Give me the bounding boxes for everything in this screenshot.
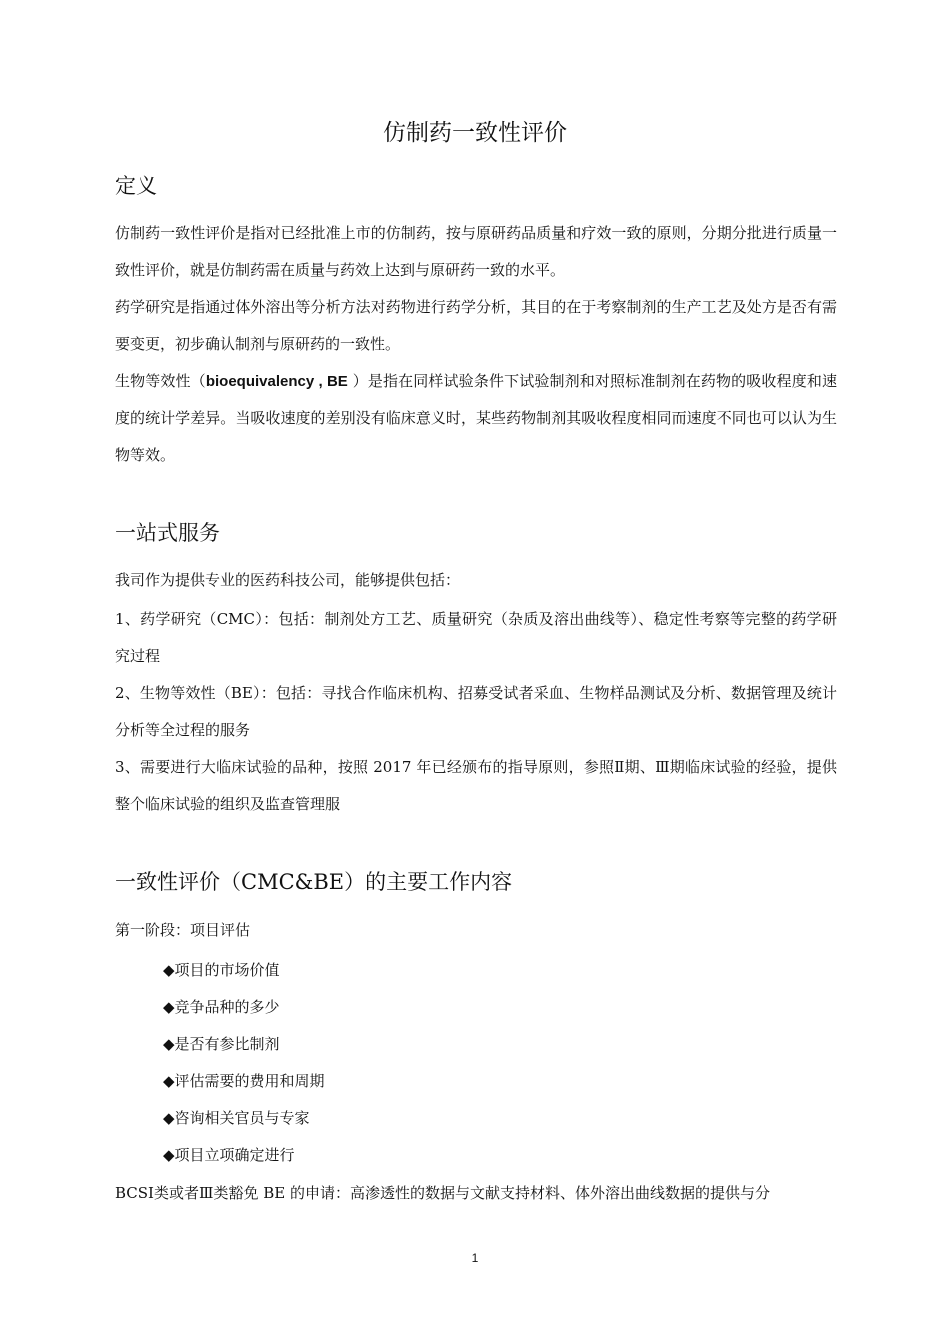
paragraph-bioequivalence — [115, 363, 837, 474]
paragraph-definition-1: 仿制药一致性评价是指对已经批准上市的仿制药，按与原研药品质量和疗效一致的原则，分期分批进行质量一致性评价，就是仿制药需在质量与药效上达到与原研药一致的水平。 — [115, 224, 837, 279]
service-item-cmc: 1、药学研究（CMC）：包括：制剂处方工艺、质量研究（杂质及溶出曲线等）、稳定性考察等完整的药学研究过程 — [115, 610, 837, 665]
service-intro: 我司作为提供专业的医药科技公司，能够提供包括： — [115, 571, 461, 589]
list-item: ◆咨询相关官员与专家 — [163, 1109, 310, 1127]
list-item: ◆评估需要的费用和周期 — [163, 1072, 325, 1090]
paragraph-definition-2: 药学研究是指通过体外溶出等分析方法对药物进行药学分析，其目的在于考察制剂的生产工艺及处方是否有需要变更，初步确认制剂与原研药的一致性。 — [115, 298, 837, 353]
heading-one-stop-service: 一站式服务 — [115, 521, 220, 545]
service-item-clinical: 3、需要进行大临床试验的品种，按照 2017 年已经颁布的指导原则，参照Ⅱ期、Ⅲ期临床试验的经验，提供整个临床试验的组织及监查管理服 — [115, 758, 837, 813]
bioequivalence-intro: 生物等效性（ — [115, 372, 206, 390]
service-item-be: 2、生物等效性（BE）：包括：寻找合作临床机构、招募受试者采血、生物样品测试及分析、数据管理及统计分析等全过程的服务 — [115, 684, 837, 739]
evaluation-bullet-list — [163, 952, 325, 1174]
stage-one-label: 第一阶段：项目评估 — [115, 921, 251, 939]
bioequivalence-term: bioequivalency , BE — [205, 373, 348, 390]
list-item: ◆项目立项确定进行 — [163, 1146, 295, 1164]
page-number: 1 — [471, 1251, 479, 1265]
list-item: ◆项目的市场价值 — [163, 961, 280, 979]
heading-definition: 定义 — [115, 174, 157, 198]
bcs-waiver-paragraph: BCSⅠ类或者Ⅲ类豁免 BE 的申请：高渗透性的数据与文献支持材料、体外溶出曲线数据的提供与分 — [115, 1184, 770, 1202]
list-item: ◆是否有参比制剂 — [163, 1035, 280, 1053]
list-item: ◆竞争品种的多少 — [163, 998, 280, 1016]
heading-main-work: 一致性评价（CMC&BE）的主要工作内容 — [115, 870, 513, 894]
document-title: 仿制药一致性评价 — [383, 120, 567, 146]
bioequivalence-definition: ）是指在同样试验条件下试验制剂和对照标准制剂在药物的吸收程度和速度的统计学差异。当吸收速度的差别没有临床意义时，某些药物制剂其吸收程度相同而速度不同也可以认为生物等效。 — [115, 372, 837, 464]
